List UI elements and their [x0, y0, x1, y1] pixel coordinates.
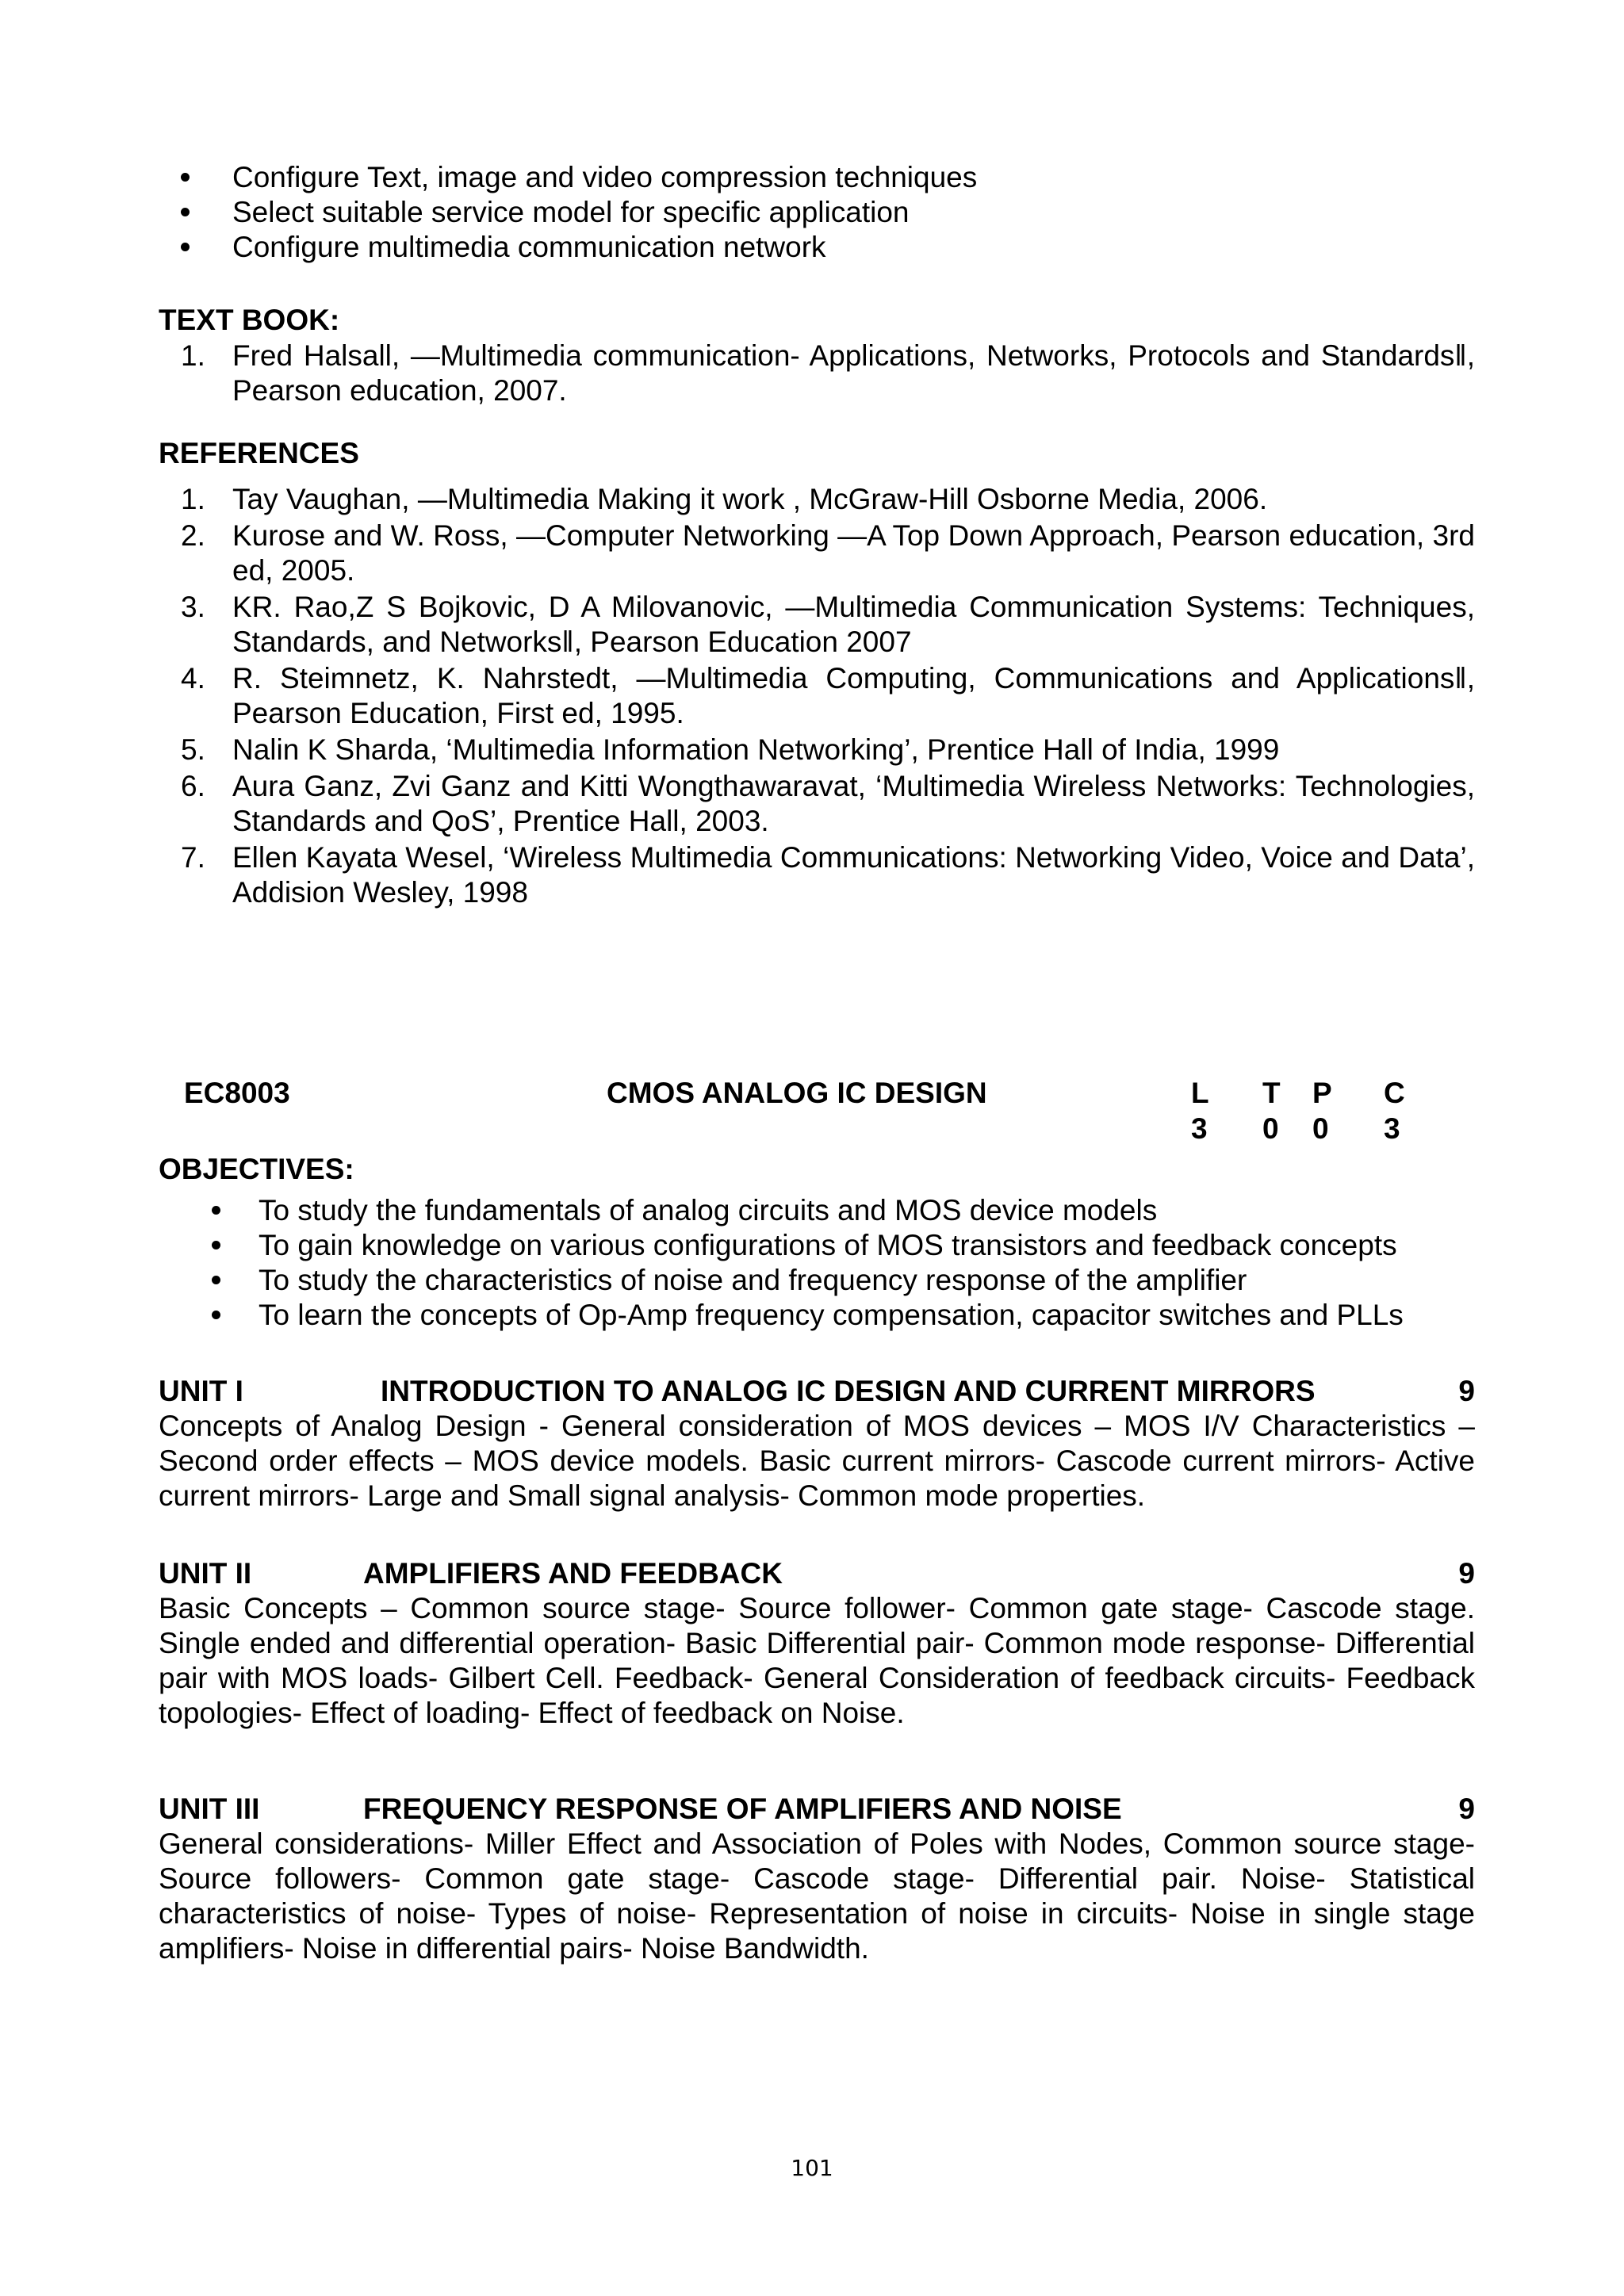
ltpc-value-l: 3	[1191, 1112, 1208, 1145]
unit-title: INTRODUCTION TO ANALOG IC DESIGN AND CURRENT MIRRORS	[381, 1375, 1316, 1407]
page-number: 101	[791, 2155, 833, 2181]
bullet-icon	[212, 1311, 220, 1319]
ltpc-value-c: 3	[1384, 1112, 1400, 1145]
course-title: CMOS ANALOG IC DESIGN	[607, 1077, 987, 1109]
unit-3-section	[159, 1792, 1475, 1966]
unit-id: UNIT I	[159, 1375, 243, 1407]
unit-hours: 9	[1458, 1557, 1475, 1590]
list-item: To learn the concepts of Op-Amp frequency compensation, capacitor switches and PLLs	[186, 1298, 1487, 1333]
references-list	[159, 482, 1475, 912]
list-item: 6. Aura Ganz, Zvi Ganz and Kitti Wongthawaravat, ‘Multimedia Wireless Networks: Technologies, Standards and QoS’, Prentice Hall, 2003.	[181, 770, 1475, 837]
bullet-icon	[181, 173, 190, 182]
list-item: Configure Text, image and video compression techniques	[159, 160, 1475, 195]
references-heading: REFERENCES	[159, 437, 359, 469]
unit-id: UNIT III	[159, 1793, 260, 1825]
list-item: 1. Fred Halsall, —Multimedia communication- Applications, Networks, Protocols and Standards‖, Pearson education, 2007.	[181, 339, 1475, 407]
textbook-heading: TEXT BOOK:	[159, 304, 340, 336]
list-item: Configure multimedia communication network	[159, 230, 1475, 265]
ltpc-label-c: C	[1384, 1077, 1405, 1109]
bullet-icon	[181, 243, 190, 251]
list-item: To study the characteristics of noise and frequency response of the amplifier	[186, 1263, 1487, 1298]
unit-id: UNIT II	[159, 1557, 252, 1590]
unit-heading	[159, 1374, 1475, 1409]
bullet-icon	[181, 208, 190, 216]
bullet-icon	[212, 1206, 220, 1215]
ltpc-value-p: 0	[1312, 1112, 1329, 1145]
ltpc-value-t: 0	[1262, 1112, 1279, 1145]
unit-body: General considerations- Miller Effect and Association of Poles with Nodes, Common source stage- Source followers- Common gate stage- Cascode stage- Differential pair. Noise- Statistical characteristics of noise- Types of noise- Representation of noise in circuits- Noise in single stage amplifiers- Noise in differential pairs- Noise Bandwidth.	[159, 1827, 1475, 1965]
textbook-list	[159, 339, 1475, 410]
list-item: To study the fundamentals of analog circuits and MOS device models	[186, 1193, 1487, 1228]
list-item: Select suitable service model for specific application	[159, 195, 1475, 230]
list-item: 4. R. Steimnetz, K. Nahrstedt, —Multimedia Computing, Communications and Applications‖, Pearson Education, First ed, 1995.	[181, 662, 1475, 729]
list-item: 7. Ellen Kayata Wesel, ‘Wireless Multimedia Communications: Networking Video, Voice and Data’, Addision Wesley, 1998	[181, 841, 1475, 909]
unit-heading	[159, 1556, 1475, 1591]
objectives-heading: OBJECTIVES:	[159, 1153, 354, 1185]
unit-hours: 9	[1458, 1793, 1475, 1825]
list-item: 2. Kurose and W. Ross, —Computer Networking —A Top Down Approach, Pearson education, 3rd ed, 2005.	[181, 519, 1475, 587]
unit-1-section	[159, 1374, 1475, 1513]
list-item: 3. KR. Rao,Z S Bojkovic, D A Milovanovic, —Multimedia Communication Systems: Techniques, Standards, and Networks‖, Pearson Education 2007	[181, 591, 1475, 658]
ltpc-label-t: T	[1262, 1077, 1281, 1109]
unit-body: Basic Concepts – Common source stage- Source follower- Common gate stage- Cascode stage. Single ended and differential operation- Basic Differential pair- Common mode response- Differential pair with MOS loads- Gilbert Cell. Feedback- General Consideration of feedback circuits- Feedback topologies- Effect of loading- Effect of feedback on Noise.	[159, 1592, 1475, 1729]
unit-2-section	[159, 1556, 1475, 1731]
list-item: 1. Tay Vaughan, —Multimedia Making it work , McGraw-Hill Osborne Media, 2006.	[181, 483, 1268, 515]
ltpc-label-l: L	[1191, 1077, 1209, 1109]
list-item: 5. Nalin K Sharda, ‘Multimedia Information Networking’, Prentice Hall of India, 1999	[181, 733, 1280, 766]
unit-body: Concepts of Analog Design - General consideration of MOS devices – MOS I/V Characteristics – Second order effects – MOS device models. Basic current mirrors- Cascode current mirrors- Active current mirrors- Large and Small signal analysis- Common mode properties.	[159, 1410, 1475, 1512]
objectives-list	[186, 1193, 1487, 1333]
course-code: EC8003	[184, 1077, 290, 1109]
ltpc-label-p: P	[1312, 1077, 1332, 1109]
bullet-icon	[212, 1276, 220, 1284]
outcomes-list	[159, 160, 1475, 265]
unit-heading	[159, 1792, 1475, 1827]
list-item: To gain knowledge on various configurations of MOS transistors and feedback concepts	[186, 1228, 1487, 1263]
unit-title: FREQUENCY RESPONSE OF AMPLIFIERS AND NOISE	[363, 1793, 1122, 1825]
bullet-icon	[212, 1241, 220, 1249]
unit-hours: 9	[1458, 1375, 1475, 1407]
unit-title: AMPLIFIERS AND FEEDBACK	[363, 1557, 783, 1590]
